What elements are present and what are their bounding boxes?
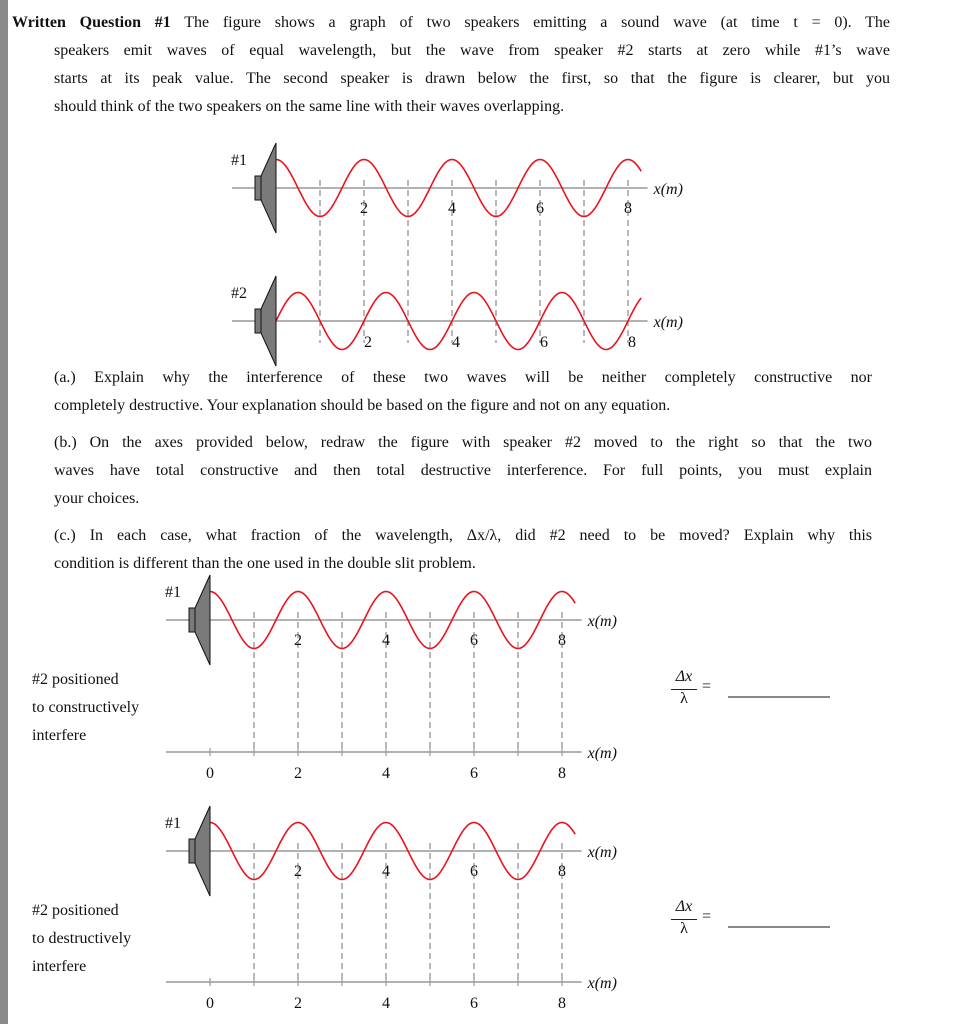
speaker-cone-icon (195, 575, 210, 665)
speaker-cone-icon (261, 143, 276, 233)
tick-label: 0 (206, 995, 214, 1012)
tick-label: 8 (558, 863, 566, 880)
intro-line-2: speakers emit waves of equal wavelength, but the wave from speaker #2 starts at zero while #1’s wave (54, 42, 890, 59)
speaker-label: #2 (231, 285, 247, 302)
speaker-cone-icon (261, 276, 276, 366)
part-a-line-1: (a.) Explain why the interference of these two waves will be neither completely constructive nor (54, 369, 872, 386)
tick-label: 2 (294, 765, 302, 782)
part-b-line-3: your choices. (54, 490, 140, 507)
intro-line-4: should think of the two speakers on the same line with their waves overlapping. (54, 98, 565, 115)
tick-label: 2 (364, 334, 372, 351)
tick-label: 0 (206, 765, 214, 782)
tick-label: 4 (382, 632, 390, 649)
tick-label: 4 (448, 200, 456, 217)
destructive-label: #2 positioned to destructively interfere (32, 902, 132, 975)
tick-label: 2 (360, 200, 368, 217)
tick-label: 2 (294, 995, 302, 1012)
tick-label: 6 (540, 334, 548, 351)
speaker-label: #1 (165, 815, 181, 832)
part-c-line-2: condition is different than the one used in the double slit problem. (54, 555, 476, 572)
tick-label: 4 (382, 863, 390, 880)
intro-line-1: Written Question #1 The figure shows a graph of two speakers emitting a sound wave (at time t = 0). The (12, 14, 890, 31)
tick-label: 4 (382, 995, 390, 1012)
part-b-line-1: (b.) On the axes provided below, redraw the figure with speaker #2 moved to the right so that the two (54, 434, 872, 451)
x-axis-label: x(m) (587, 844, 617, 861)
speaker-label: #1 (165, 584, 181, 601)
tick-label: 2 (294, 863, 302, 880)
tick-label: 6 (470, 995, 478, 1012)
tick-label: 8 (558, 765, 566, 782)
tick-label: 6 (470, 765, 478, 782)
tick-label: 6 (470, 863, 478, 880)
tick-label: 4 (382, 765, 390, 782)
x-axis-label: x(m) (587, 975, 617, 992)
speaker-magnet-icon (255, 309, 261, 333)
tick-label: 8 (558, 995, 566, 1012)
speaker-cone-icon (195, 806, 210, 896)
tick-label: 2 (294, 632, 302, 649)
tick-label: 6 (536, 200, 544, 217)
speaker-magnet-icon (189, 839, 195, 863)
x-axis-label: x(m) (587, 613, 617, 630)
tick-label: 8 (624, 200, 632, 217)
x-axis-label: x(m) (653, 181, 683, 198)
speaker-magnet-icon (255, 176, 261, 200)
part-c-line-1: (c.) In each case, what fraction of the wavelength, Δx/λ, did #2 need to be moved? Explain why this (54, 527, 872, 544)
tick-label: 4 (452, 334, 460, 351)
speaker-magnet-icon (189, 608, 195, 632)
tick-label: 8 (628, 334, 636, 351)
part-a-line-2: completely destructive. Your explanation should be based on the figure and not on any equation. (54, 397, 671, 414)
x-axis-label: x(m) (653, 314, 683, 331)
part-b-line-2: waves have total constructive and then total destructive interference. For full points, you must explain (54, 462, 872, 479)
tick-label: 8 (558, 632, 566, 649)
constructive-label: #2 positioned to constructively interfere (32, 671, 140, 744)
tick-label: 6 (470, 632, 478, 649)
x-axis-label: x(m) (587, 745, 617, 762)
intro-line-3: starts at its peak value. The second speaker is drawn below the first, so that the figure is clearer, but you (54, 70, 890, 87)
question-title: Written Question #1 (12, 14, 171, 31)
speaker-label: #1 (231, 152, 247, 169)
